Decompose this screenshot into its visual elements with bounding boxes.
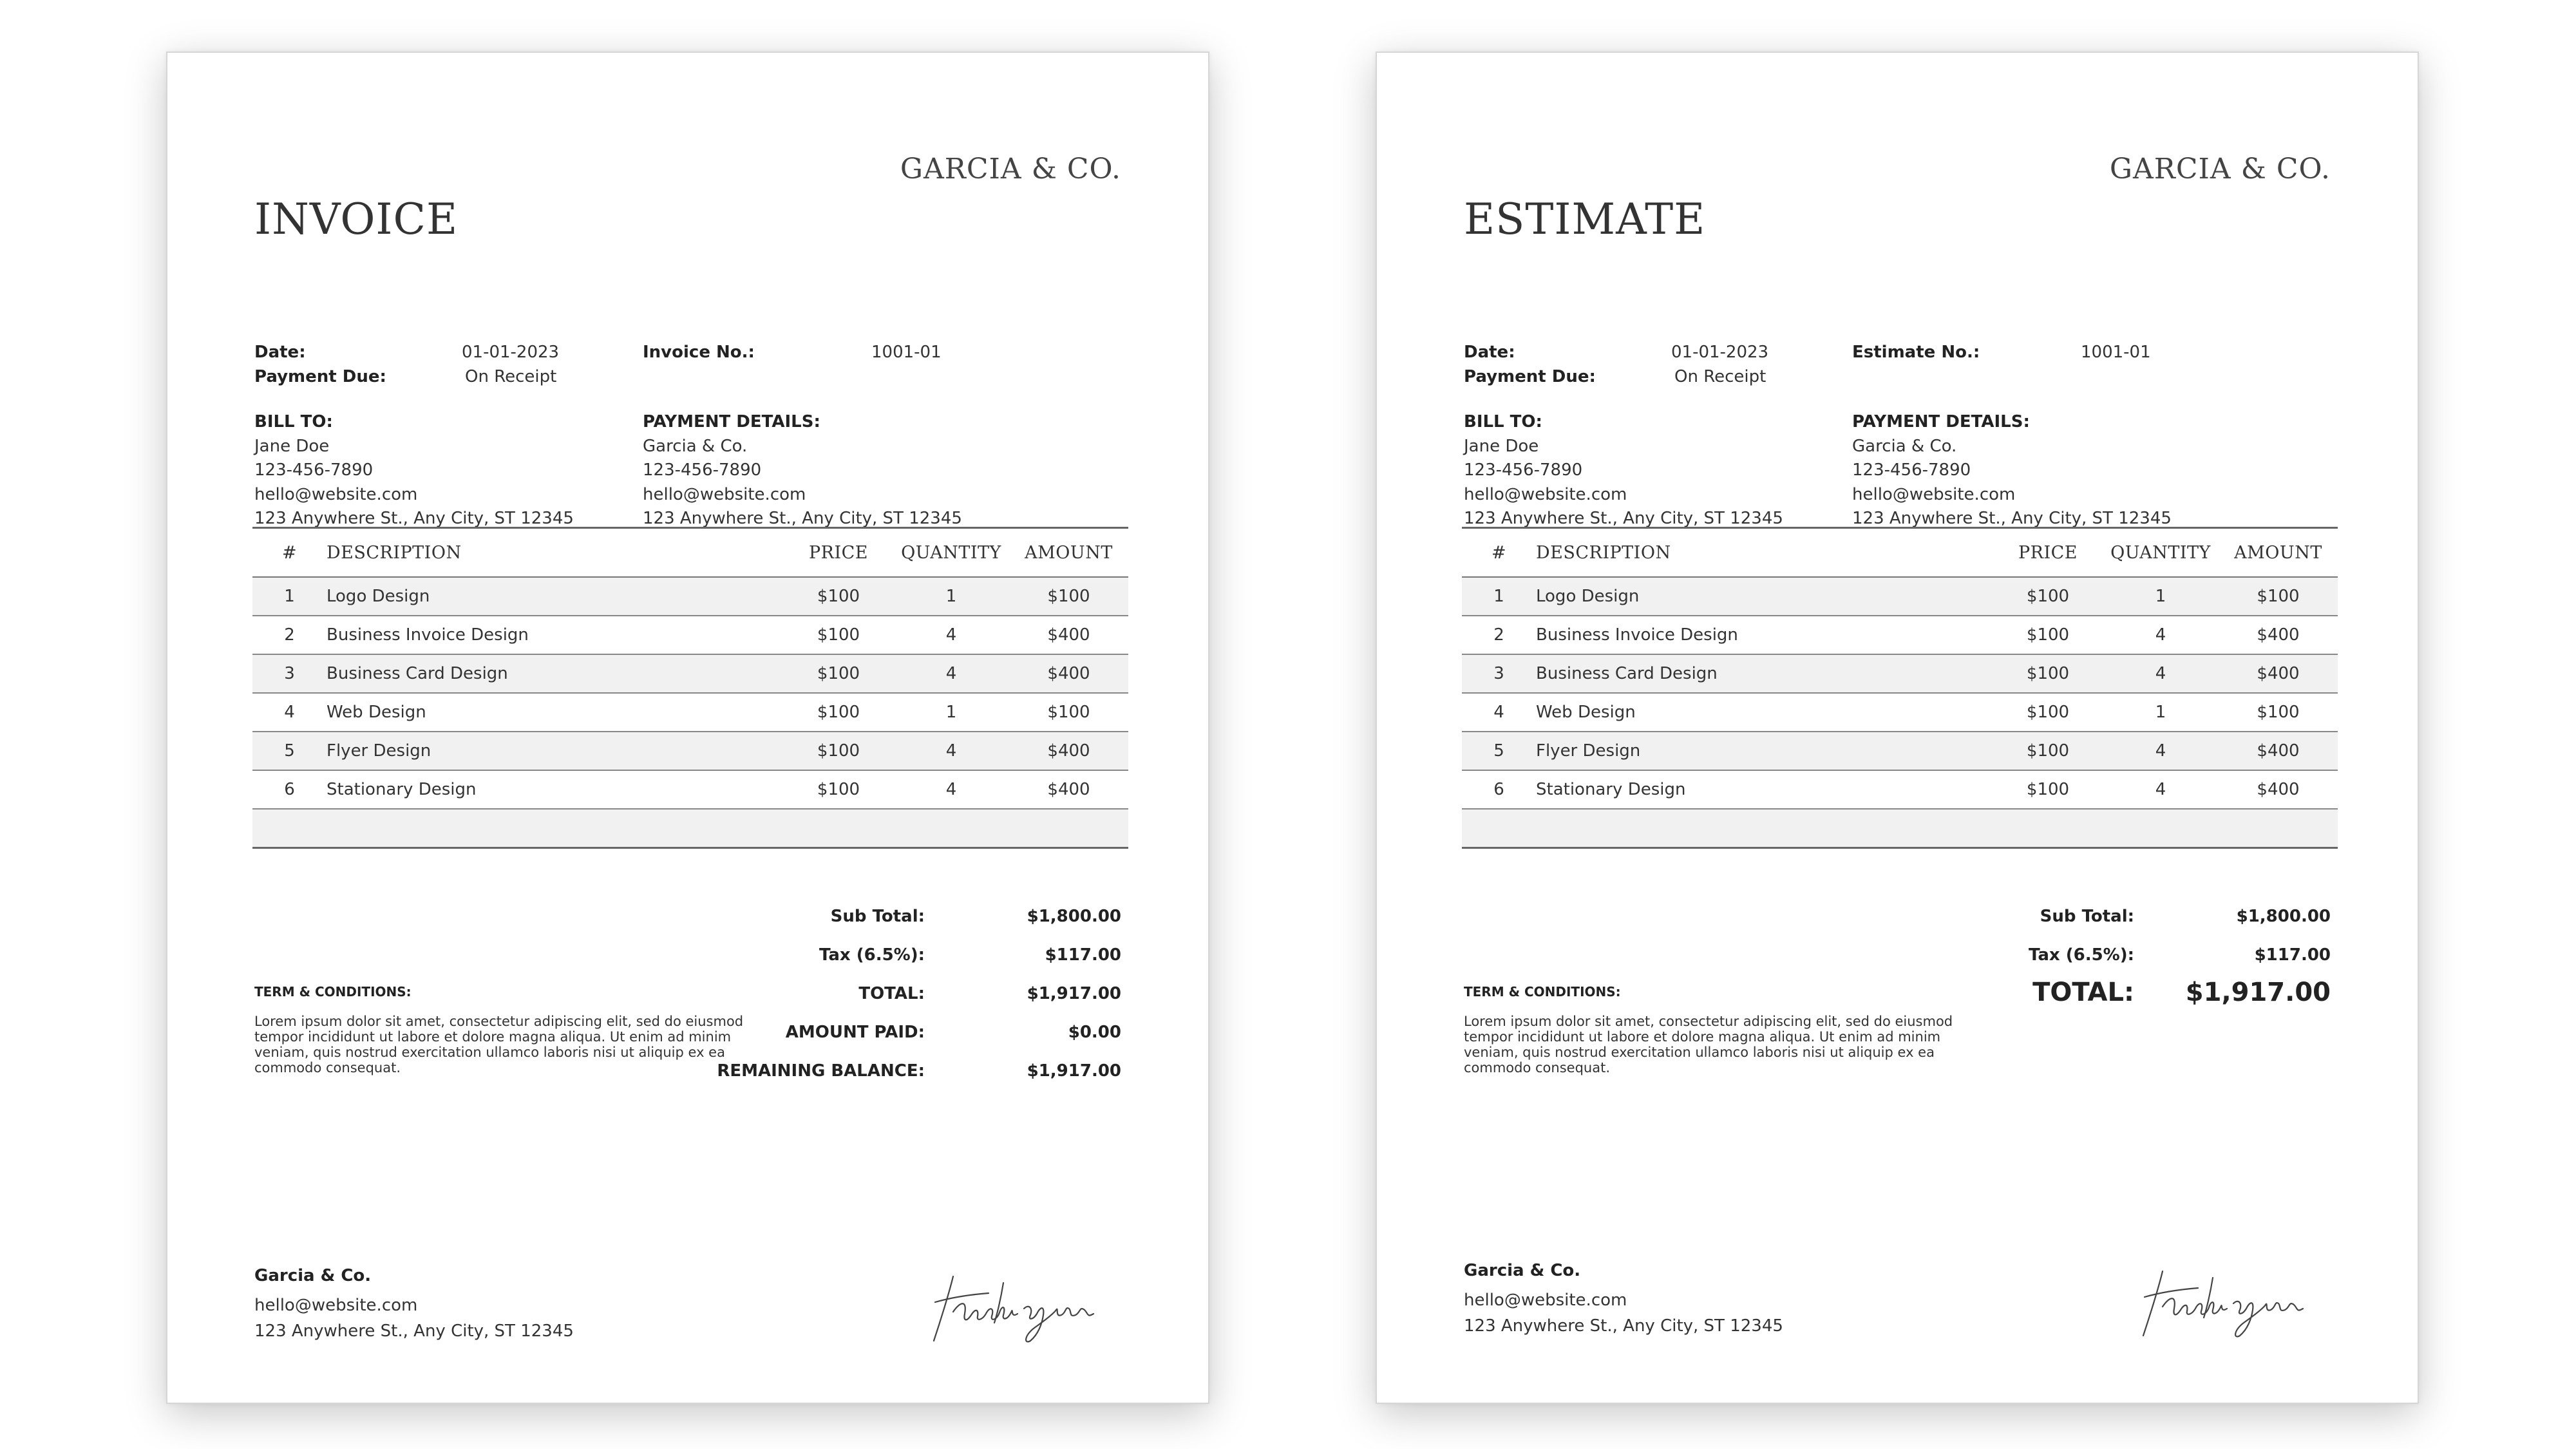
bill-to-name: Jane Doe: [254, 436, 330, 456]
row-price: $100: [1993, 770, 2103, 809]
remaining-balance-label: REMAINING BALANCE:: [717, 1061, 925, 1081]
row-number: 6: [252, 770, 327, 809]
table-row: [1462, 693, 2338, 732]
row-amount: $400: [2219, 616, 2338, 654]
row-amount: $400: [1009, 732, 1128, 770]
footer-address: 123 Anywhere St., Any City, ST 12345: [254, 1321, 574, 1341]
bill-to-email: hello@website.com: [254, 484, 418, 504]
bill-to-block: [1464, 410, 1783, 531]
row-quantity: 4: [893, 654, 1009, 693]
brand-name: GARCIA & CO.: [900, 153, 1121, 185]
row-amount: $100: [2219, 577, 2338, 616]
row-number: 4: [252, 693, 327, 732]
brand-name: GARCIA & CO.: [2109, 153, 2331, 185]
date-label: Date:: [1464, 343, 1515, 362]
payment-details-name: Garcia & Co.: [1852, 436, 1957, 456]
table-blank-row: [1462, 809, 2338, 848]
table-row: [1462, 616, 2338, 654]
row-description: Business Card Design: [327, 654, 784, 693]
column-header: #: [252, 528, 327, 578]
payment-details-heading: PAYMENT DETAILS:: [643, 412, 820, 431]
row-price: $100: [1993, 654, 2103, 693]
row-quantity: 1: [893, 577, 1009, 616]
row-quantity: 4: [2103, 732, 2219, 770]
table-row: [1462, 732, 2338, 770]
terms-text: Lorem ipsum dolor sit amet, consectetur adipiscing elit, sed do eiusmod tempor incididunt ut labore et dolore magna aliqua. Ut enim ad minim veniam, quis nostrud exercitation ullamco laboris nisi ut aliquip ex ea commodo consequat.: [254, 1014, 744, 1075]
invoice-number-label: Invoice No.:: [643, 343, 755, 362]
row-description: Logo Design: [1536, 577, 1993, 616]
payment-details-phone: 123-456-7890: [1852, 460, 1971, 480]
column-header: PRICE: [1993, 528, 2103, 578]
footer-company: Garcia & Co.: [254, 1266, 372, 1285]
payment-details-block: [1852, 410, 2172, 531]
payment-details-email: hello@website.com: [1852, 484, 2016, 504]
page-title: INVOICE: [254, 194, 459, 244]
bill-to-heading: BILL TO:: [254, 412, 333, 431]
tax-label: Tax (6.5%):: [819, 945, 925, 965]
row-quantity: 4: [893, 732, 1009, 770]
row-amount: $400: [1009, 654, 1128, 693]
amount-paid-value: $0.00: [1068, 1023, 1121, 1042]
table-row: [252, 693, 1128, 732]
footer-contact: [254, 1261, 574, 1342]
row-amount: $100: [2219, 693, 2338, 732]
subtotal-label: Sub Total:: [2040, 907, 2134, 926]
subtotal-value: $1,800.00: [1027, 907, 1121, 926]
total-value: $1,917.00: [2185, 978, 2331, 1007]
bill-to-address: 123 Anywhere St., Any City, ST 12345: [254, 509, 574, 528]
date-value: 01-01-2023: [1671, 343, 1769, 362]
bill-to-address: 123 Anywhere St., Any City, ST 12345: [1464, 509, 1783, 528]
table-blank-row: [252, 809, 1128, 848]
row-quantity: 4: [2103, 654, 2219, 693]
estimate-number-value: 1001-01: [2081, 343, 2151, 362]
row-number: 5: [252, 732, 327, 770]
footer-email: hello@website.com: [1464, 1291, 1627, 1310]
row-number: 2: [1462, 616, 1536, 654]
terms-text: Lorem ipsum dolor sit amet, consectetur adipiscing elit, sed do eiusmod tempor incididunt ut labore et dolore magna aliqua. Ut enim ad minim veniam, quis nostrud exercitation ullamco laboris nisi ut aliquip ex ea commodo consequat.: [1464, 1014, 1953, 1075]
column-header: AMOUNT: [1009, 528, 1128, 578]
signature-image: [2137, 1258, 2311, 1342]
table-row: [1462, 770, 2338, 809]
remaining-balance-value: $1,917.00: [1027, 1061, 1121, 1081]
row-quantity: 4: [2103, 616, 2219, 654]
payment-details-address: 123 Anywhere St., Any City, ST 12345: [1852, 509, 2172, 528]
row-amount: $400: [1009, 616, 1128, 654]
bill-to-heading: BILL TO:: [1464, 412, 1542, 431]
tax-value: $117.00: [1045, 945, 1121, 965]
payment-details-phone: 123-456-7890: [643, 460, 762, 480]
row-description: Stationary Design: [327, 770, 784, 809]
row-price: $100: [784, 577, 893, 616]
payment-due-value: On Receipt: [1674, 367, 1766, 386]
row-price: $100: [1993, 732, 2103, 770]
row-price: $100: [784, 616, 893, 654]
footer-contact: [1464, 1256, 1783, 1337]
signature-image: [927, 1264, 1101, 1347]
row-number: 2: [252, 616, 327, 654]
table-row: [252, 770, 1128, 809]
estimate-number-label: Estimate No.:: [1852, 343, 1980, 362]
row-quantity: 4: [893, 616, 1009, 654]
table-row: [252, 577, 1128, 616]
bill-to-block: [254, 410, 574, 531]
row-quantity: 4: [893, 770, 1009, 809]
row-price: $100: [1993, 616, 2103, 654]
row-price: $100: [784, 654, 893, 693]
row-amount: $400: [2219, 732, 2338, 770]
row-description: Logo Design: [327, 577, 784, 616]
row-amount: $100: [1009, 693, 1128, 732]
column-header: #: [1462, 528, 1536, 578]
row-amount: $400: [2219, 654, 2338, 693]
row-number: 3: [252, 654, 327, 693]
row-number: 6: [1462, 770, 1536, 809]
invoice-number-value: 1001-01: [871, 343, 942, 362]
row-quantity: 1: [2103, 693, 2219, 732]
footer-email: hello@website.com: [254, 1296, 418, 1315]
row-amount: $100: [1009, 577, 1128, 616]
row-description: Flyer Design: [1536, 732, 1993, 770]
total-value: $1,917.00: [1027, 984, 1121, 1003]
estimate-page: [1376, 52, 2419, 1404]
row-number: 5: [1462, 732, 1536, 770]
row-amount: $400: [1009, 770, 1128, 809]
table-row: [252, 732, 1128, 770]
total-label: TOTAL:: [2032, 978, 2134, 1007]
column-header: QUANTITY: [893, 528, 1009, 578]
row-quantity: 4: [2103, 770, 2219, 809]
table-row: [252, 654, 1128, 693]
bill-to-email: hello@website.com: [1464, 484, 1627, 504]
bill-to-name: Jane Doe: [1464, 436, 1539, 456]
payment-details-block: [643, 410, 962, 531]
row-number: 3: [1462, 654, 1536, 693]
footer-address: 123 Anywhere St., Any City, ST 12345: [1464, 1316, 1783, 1336]
column-header: PRICE: [784, 528, 893, 578]
column-header: DESCRIPTION: [1536, 528, 1993, 578]
total-label: TOTAL:: [858, 984, 925, 1003]
row-description: Business Invoice Design: [1536, 616, 1993, 654]
date-label: Date:: [254, 343, 306, 362]
page-title: ESTIMATE: [1464, 194, 1706, 244]
date-value: 01-01-2023: [462, 343, 560, 362]
row-description: Flyer Design: [327, 732, 784, 770]
row-quantity: 1: [2103, 577, 2219, 616]
payment-due-label: Payment Due:: [254, 367, 386, 386]
payment-due-label: Payment Due:: [1464, 367, 1596, 386]
column-header: AMOUNT: [2219, 528, 2338, 578]
column-header: DESCRIPTION: [327, 528, 784, 578]
table-header-row: [252, 528, 1128, 578]
subtotal-value: $1,800.00: [2236, 907, 2331, 926]
footer-company: Garcia & Co.: [1464, 1261, 1581, 1280]
column-header: QUANTITY: [2103, 528, 2219, 578]
terms-heading: TERM & CONDITIONS:: [1464, 984, 1621, 999]
payment-details-email: hello@website.com: [643, 484, 806, 504]
bill-to-phone: 123-456-7890: [254, 460, 374, 480]
row-number: 1: [252, 577, 327, 616]
subtotal-label: Sub Total:: [830, 907, 925, 926]
row-number: 1: [1462, 577, 1536, 616]
row-quantity: 1: [893, 693, 1009, 732]
row-description: Business Card Design: [1536, 654, 1993, 693]
line-items-table: [1462, 527, 2338, 849]
table-row: [1462, 654, 2338, 693]
terms-heading: TERM & CONDITIONS:: [254, 984, 412, 999]
amount-paid-label: AMOUNT PAID:: [785, 1023, 925, 1042]
tax-label: Tax (6.5%):: [2028, 945, 2134, 965]
row-description: Business Invoice Design: [327, 616, 784, 654]
table-header-row: [1462, 528, 2338, 578]
invoice-page: [166, 52, 1209, 1404]
row-price: $100: [1993, 577, 2103, 616]
payment-due-value: On Receipt: [465, 367, 557, 386]
bill-to-phone: 123-456-7890: [1464, 460, 1583, 480]
payment-details-name: Garcia & Co.: [643, 436, 748, 456]
row-number: 4: [1462, 693, 1536, 732]
row-description: Web Design: [1536, 693, 1993, 732]
row-amount: $400: [2219, 770, 2338, 809]
row-price: $100: [784, 770, 893, 809]
table-row: [1462, 577, 2338, 616]
payment-details-address: 123 Anywhere St., Any City, ST 12345: [643, 509, 962, 528]
row-price: $100: [1993, 693, 2103, 732]
line-items-table: [252, 527, 1128, 849]
row-description: Web Design: [327, 693, 784, 732]
row-price: $100: [784, 732, 893, 770]
row-price: $100: [784, 693, 893, 732]
tax-value: $117.00: [2254, 945, 2331, 965]
row-description: Stationary Design: [1536, 770, 1993, 809]
payment-details-heading: PAYMENT DETAILS:: [1852, 412, 2030, 431]
table-row: [252, 616, 1128, 654]
